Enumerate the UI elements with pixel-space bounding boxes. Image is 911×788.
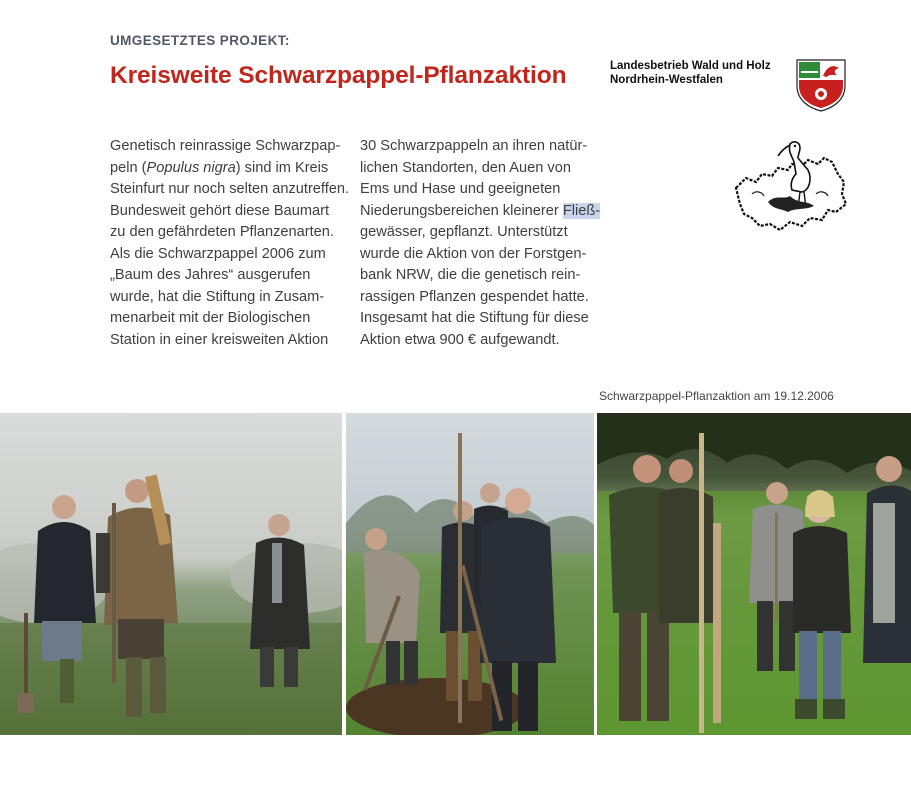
page-title: Kreisweite Schwarzpappel-Pflanzaktion xyxy=(110,62,567,89)
organization-name xyxy=(610,59,771,87)
text-line: Genetisch reinrassige Schwarzpap- xyxy=(110,138,341,154)
text-line xyxy=(110,158,346,180)
text-segment: peln ( xyxy=(110,159,147,176)
photo-group-planting-sapling xyxy=(597,413,911,735)
text-line: Station in einer kreisweiten Aktion xyxy=(110,331,329,348)
text-selection-highlight[interactable]: Fließ- xyxy=(562,202,601,219)
text-line: Bundesweit gehört diese Baumart xyxy=(110,202,330,219)
text-line: Insgesamt hat die Stiftung für diese xyxy=(360,310,589,326)
text-line: Aktion etwa 900 € aufgewandt. xyxy=(360,331,560,348)
organization-line-1: Landesbetrieb Wald und Holz xyxy=(610,60,771,72)
text-line: Steinfurt nur noch selten anzutreffen. xyxy=(110,181,350,197)
text-line: rassigen Pflanzen gespendet hatte. xyxy=(360,288,589,305)
bird-in-landscape-logo xyxy=(732,134,848,236)
text-line: zu den gefährdeten Pflanzenarten. xyxy=(110,224,334,240)
text-line: wurde die Aktion von der Forstgen- xyxy=(360,245,587,262)
photo-digging-planting-hole xyxy=(346,413,594,735)
body-text-column-1 xyxy=(110,136,350,351)
text-line: 30 Schwarzpappeln an ihren natür- xyxy=(360,138,588,154)
nrw-coat-of-arms-logo xyxy=(793,56,849,112)
text-line: lichen Standorten, den Auen von xyxy=(360,159,571,176)
text-line: gewässer, gepflanzt. Unterstützt xyxy=(360,224,568,240)
text-line: Als die Schwarzpappel 2006 zum xyxy=(110,245,326,262)
photo-caption: Schwarzpappel-Pflanzaktion am 19.12.2006 xyxy=(599,389,834,403)
photo-foggy-meadow xyxy=(0,413,342,735)
text-line: Ems und Hase und geeigneten xyxy=(360,181,561,197)
text-segment: Niederungsbereichen kleinerer xyxy=(360,202,563,219)
species-name-italic: Populus nigra xyxy=(146,159,236,176)
text-line: „Baum des Jahres“ ausgerufen xyxy=(110,267,311,283)
text-line: menarbeit mit der Biologischen xyxy=(110,310,311,326)
text-segment: ) sind im Kreis xyxy=(235,159,329,176)
text-line xyxy=(360,201,604,223)
text-line: wurde, hat die Stiftung in Zusam- xyxy=(110,288,325,305)
section-kicker: UMGESETZTES PROJEKT: xyxy=(110,33,290,48)
organization-line-2: Nordrhein-Westfalen xyxy=(610,74,723,86)
text-line: bank NRW, die die genetisch rein- xyxy=(360,267,581,283)
body-text-column-2 xyxy=(360,136,604,351)
